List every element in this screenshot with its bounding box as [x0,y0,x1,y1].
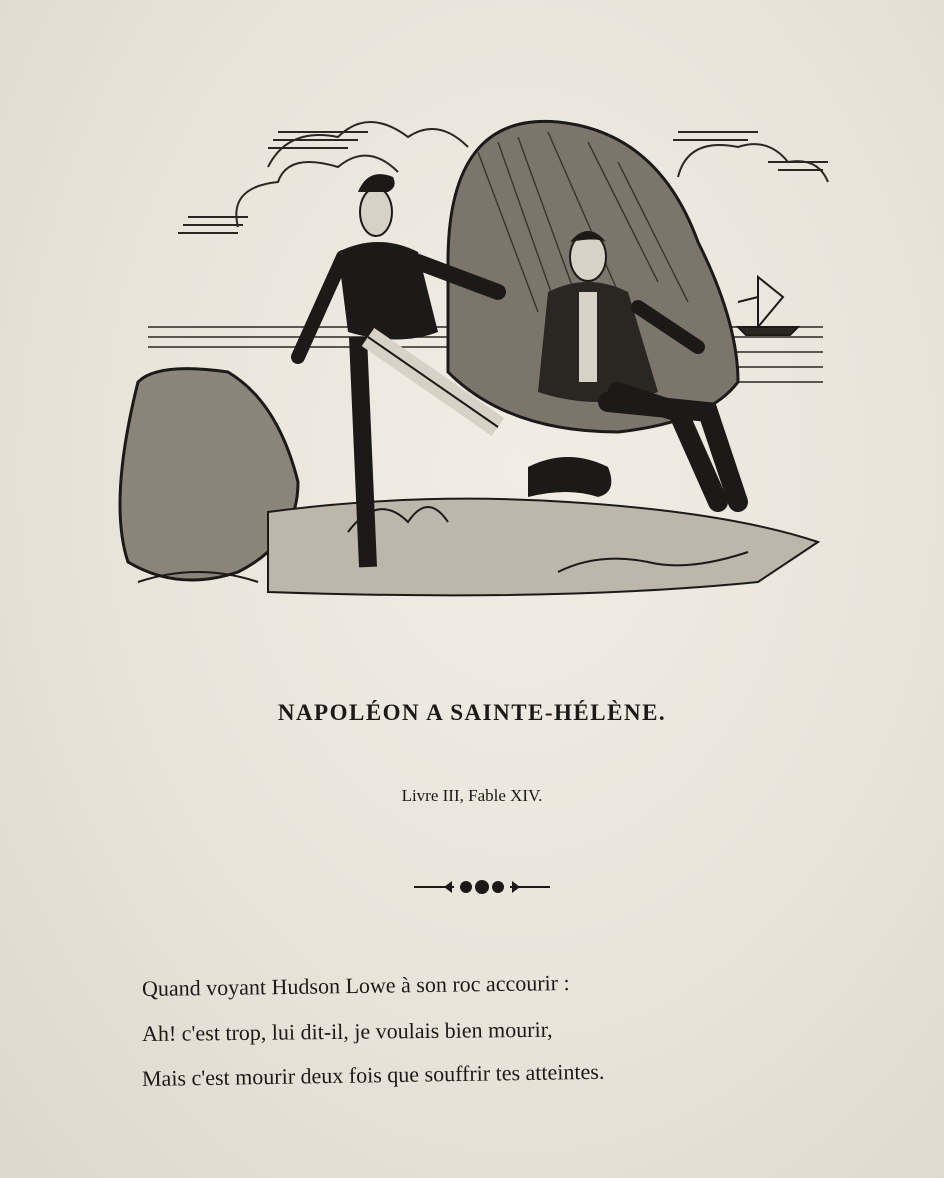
page-subtitle: Livre III, Fable XIV. [401,786,543,805]
fleuron-divider-icon [414,876,550,898]
page-title: NAPOLÉON A SAINTE-HÉLÈNE. [277,700,667,725]
verse-line: Ah! c'est trop, lui dit-il, je voulais bien mourir, [141,1016,553,1046]
engraving-illustration [118,112,838,622]
bicorne-hat-icon [528,457,611,497]
ground [268,499,818,596]
verse-block [142,966,842,1101]
verse-line: Quand voyant Hudson Lowe à son roc accourir : [141,970,570,1001]
verse-line: Mais c'est mourir deux fois que souffrir tes atteintes. [141,1058,605,1091]
ship-icon [738,277,798,335]
